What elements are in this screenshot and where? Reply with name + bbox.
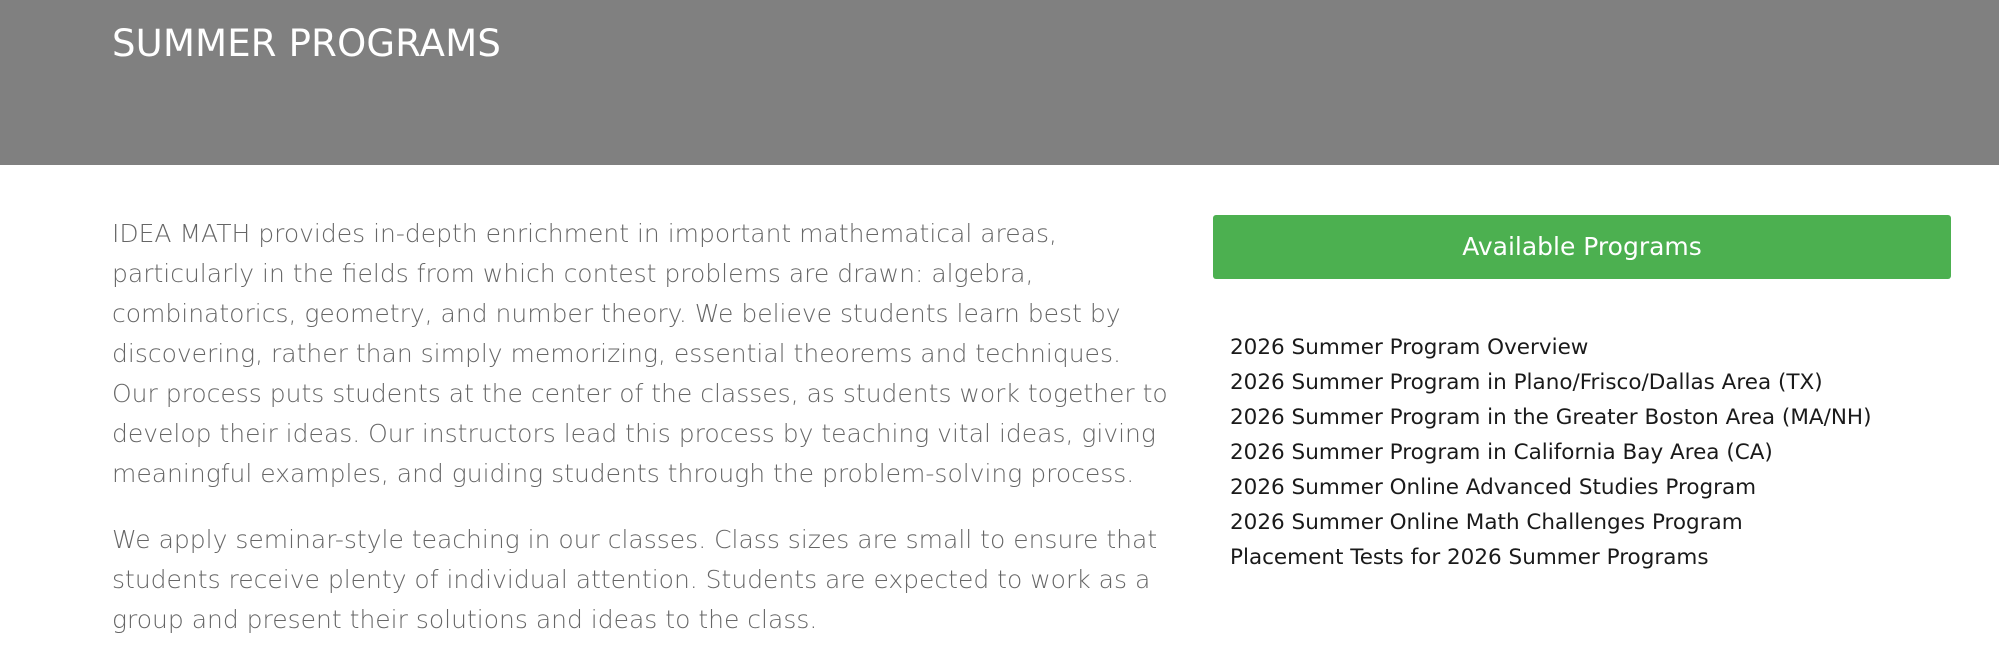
available-programs-button[interactable]: Available Programs xyxy=(1213,215,1951,279)
program-links-list xyxy=(1230,330,1871,575)
list-item xyxy=(1230,540,1871,575)
list-item xyxy=(1230,365,1871,400)
list-item xyxy=(1230,505,1871,540)
program-bay-area-link[interactable]: 2026 Summer Program in California Bay Area (CA) xyxy=(1230,440,1773,465)
program-boston-link[interactable]: 2026 Summer Program in the Greater Boston Area (MA/NH) xyxy=(1230,405,1872,430)
page-title: SUMMER PROGRAMS xyxy=(112,22,502,65)
intro-paragraph: IDEA MATH provides in-depth enrichment in important mathematical areas, particularly in the fields from which contest problems are drawn: algebra, combinatorics, geometry, and number theory. We believe students learn best by discovering, rather than simply memorizing, essential theorems and techniques. Our process puts students at the center of the classes, as students work together to develop their ideas. Our instructors lead this process by teaching vital ideas, giving meaningful examples, and guiding students through the problem-solving process. xyxy=(112,219,1168,488)
program-online-challenges-link[interactable]: 2026 Summer Online Math Challenges Program xyxy=(1230,510,1743,535)
program-online-advanced-link[interactable]: 2026 Summer Online Advanced Studies Program xyxy=(1230,475,1757,500)
programs-sidebar xyxy=(1213,215,1951,570)
list-item xyxy=(1230,435,1871,470)
program-overview-link[interactable]: 2026 Summer Program Overview xyxy=(1230,335,1589,360)
placement-tests-link[interactable]: Placement Tests for 2026 Summer Programs xyxy=(1230,545,1709,570)
list-item xyxy=(1230,400,1871,435)
list-item xyxy=(1230,330,1871,365)
list-item xyxy=(1230,470,1871,505)
program-dallas-link[interactable]: 2026 Summer Program in Plano/Frisco/Dallas Area (TX) xyxy=(1230,370,1823,395)
page-banner xyxy=(0,0,1999,165)
main-content xyxy=(112,214,1172,666)
teaching-paragraph: We apply seminar-style teaching in our classes. Class sizes are small to ensure that students receive plenty of individual attention. Students are expected to work as a group and present their solutions and ideas to the class. xyxy=(112,525,1158,634)
